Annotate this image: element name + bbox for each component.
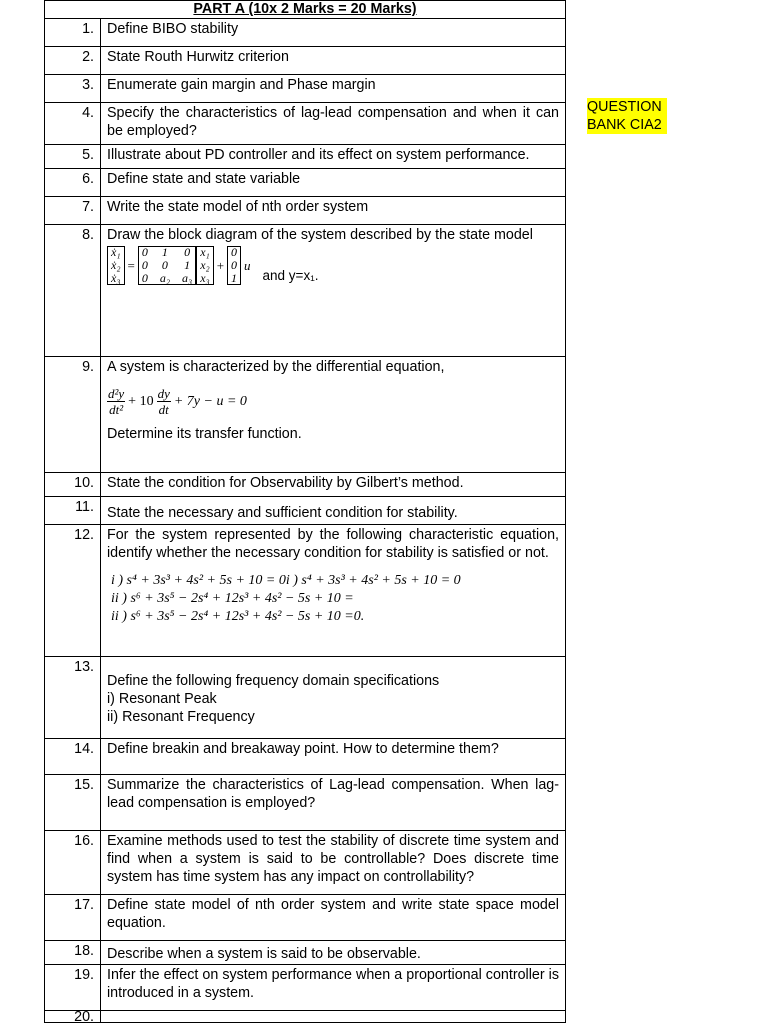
matrix-entry: x₃ [200, 271, 210, 285]
question-number: 19. [45, 965, 101, 1011]
matrix-entry: ẋ₂ [111, 258, 121, 272]
question-table [44, 0, 566, 1023]
question-number: 9. [45, 357, 101, 473]
second-derivative [107, 386, 125, 417]
question-row [45, 657, 566, 739]
question-text: Write the state model of nth order system [101, 197, 566, 225]
question-number: 5. [45, 145, 101, 169]
question-number: 15. [45, 775, 101, 831]
fraction-numerator: dy [157, 386, 170, 401]
matrix-entry: a₃ [182, 271, 193, 285]
question-row [45, 145, 566, 169]
question-number: 1. [45, 19, 101, 47]
question-text: Infer the effect on system performance when a proportional controller is introduced in a system. [101, 965, 566, 1011]
matrix-entry: a₂ [159, 271, 171, 285]
question-number: 17. [45, 895, 101, 941]
question-text: Determine its transfer function. [107, 426, 302, 442]
state-vector [196, 246, 214, 285]
question-text: Summarize the characteristics of Lag-lead compensation. When lag-lead compensation is employed? [101, 775, 566, 831]
plus-sign: + [216, 257, 225, 273]
question-row [45, 775, 566, 831]
question-row [45, 47, 566, 75]
matrix-entry: 1 [184, 258, 191, 272]
question-text: Illustrate about PD controller and its effect on system performance. [101, 145, 566, 169]
question-row [45, 103, 566, 145]
differential-equation [107, 386, 559, 417]
matrix-entry: ẋ₁ [111, 245, 121, 259]
question-text-cell [101, 657, 566, 739]
question-text: Examine methods used to test the stability of discrete time system and find when a system is said to be controllable? Does discrete time system has time system has any impact on controllability? [101, 831, 566, 895]
part-a-header: PART A (10x 2 Marks = 20 Marks) [45, 1, 566, 19]
matrix-entry: ẋ₃ [111, 271, 121, 285]
question-row [45, 739, 566, 775]
question-row [45, 1011, 566, 1023]
characteristic-equation: i ) s⁴ + 3s³ + 4s² + 5s + 10 = 0i ) s⁴ + 3s³ + 4s² + 5s + 10 = 0 [111, 573, 461, 588]
question-text: Enumerate gain margin and Phase margin [101, 75, 566, 103]
question-text: For the system represented by the following characteristic equation, identify whether the necessary condition for stability is satisfied or not. [107, 527, 559, 561]
question-row [45, 497, 566, 525]
first-derivative [157, 386, 171, 417]
question-text [101, 1011, 566, 1023]
question-text: Define BIBO stability [101, 19, 566, 47]
question-row [45, 357, 566, 473]
matrix-entry: 0 [231, 258, 238, 272]
question-row [45, 169, 566, 197]
question-row [45, 75, 566, 103]
question-text: Define breakin and breakaway point. How to determine them? [101, 739, 566, 775]
fraction-denominator: dt² [109, 402, 124, 417]
question-text: Specify the characteristics of lag-lead compensation and when it can be employed? [101, 103, 566, 145]
question-row [45, 225, 566, 357]
fraction-denominator: dt [158, 402, 169, 417]
question-row [45, 895, 566, 941]
question-row [45, 197, 566, 225]
question-text: Describe when a system is said to be observable. [101, 941, 566, 965]
question-number: 11. [45, 497, 101, 525]
question-text-cell [101, 525, 566, 657]
fraction-numerator: d²y [108, 386, 125, 401]
matrix-entry: x₂ [200, 258, 210, 272]
question-number: 8. [45, 225, 101, 357]
input-matrix [227, 246, 241, 285]
matrix-entry: 1 [161, 245, 168, 259]
input-symbol: u [244, 257, 251, 273]
equation-term: + 10 [128, 393, 154, 409]
state-model-equation [107, 246, 559, 285]
question-number: 20. [45, 1011, 101, 1023]
question-number: 10. [45, 473, 101, 497]
question-number: 3. [45, 75, 101, 103]
state-derivative-vector [107, 246, 125, 285]
question-number: 18. [45, 941, 101, 965]
note-line: BANK CIA2 [587, 117, 662, 133]
matrix-entry: 0 [184, 245, 191, 259]
question-text: A system is characterized by the differential equation, [107, 359, 445, 375]
question-row [45, 965, 566, 1011]
question-text-cell [101, 225, 566, 357]
question-text: State the necessary and sufficient condition for stability. [101, 497, 566, 525]
question-number: 13. [45, 657, 101, 739]
matrix-entry: 0 [161, 258, 168, 272]
equation-term: + 7y − u = 0 [173, 393, 247, 409]
matrix-entry: 0 [141, 271, 148, 285]
question-text: Define state model of nth order system and write state space model equation. [101, 895, 566, 941]
matrix-entry: 1 [231, 271, 238, 285]
question-text: Define state and state variable [101, 169, 566, 197]
system-matrix [138, 246, 196, 285]
question-number: 12. [45, 525, 101, 657]
question-bank-note [587, 98, 667, 134]
question-text: State the condition for Observability by Gilbert’s method. [101, 473, 566, 497]
equals-sign: = [127, 257, 135, 273]
characteristic-equation: ii ) s⁶ + 3s⁵ − 2s⁴ + 12s³ + 4s² − 5s + 10 =0. [111, 609, 365, 624]
characteristic-equation: ii ) s⁶ + 3s⁵ − 2s⁴ + 12s³ + 4s² − 5s + 10 = [111, 591, 354, 606]
question-number: 4. [45, 103, 101, 145]
question-row [45, 19, 566, 47]
question-subitem: i) Resonant Peak [107, 691, 217, 707]
matrix-entry: 0 [141, 258, 148, 272]
output-equation: and y=x₁. [262, 268, 319, 283]
question-text: Draw the block diagram of the system described by the state model [107, 227, 533, 243]
matrix-entry: 0 [141, 245, 148, 259]
matrix-entry: 0 [231, 245, 238, 259]
question-row [45, 525, 566, 657]
question-number: 6. [45, 169, 101, 197]
question-subitem: ii) Resonant Frequency [107, 709, 255, 725]
question-number: 2. [45, 47, 101, 75]
question-number: 7. [45, 197, 101, 225]
question-row [45, 831, 566, 895]
question-text: State Routh Hurwitz criterion [101, 47, 566, 75]
question-number: 16. [45, 831, 101, 895]
question-row [45, 473, 566, 497]
question-text-cell [101, 357, 566, 473]
note-line: QUESTION [587, 99, 662, 115]
question-number: 14. [45, 739, 101, 775]
question-text: Define the following frequency domain specifications [107, 673, 440, 689]
question-row [45, 941, 566, 965]
matrix-entry: x₁ [200, 245, 210, 259]
